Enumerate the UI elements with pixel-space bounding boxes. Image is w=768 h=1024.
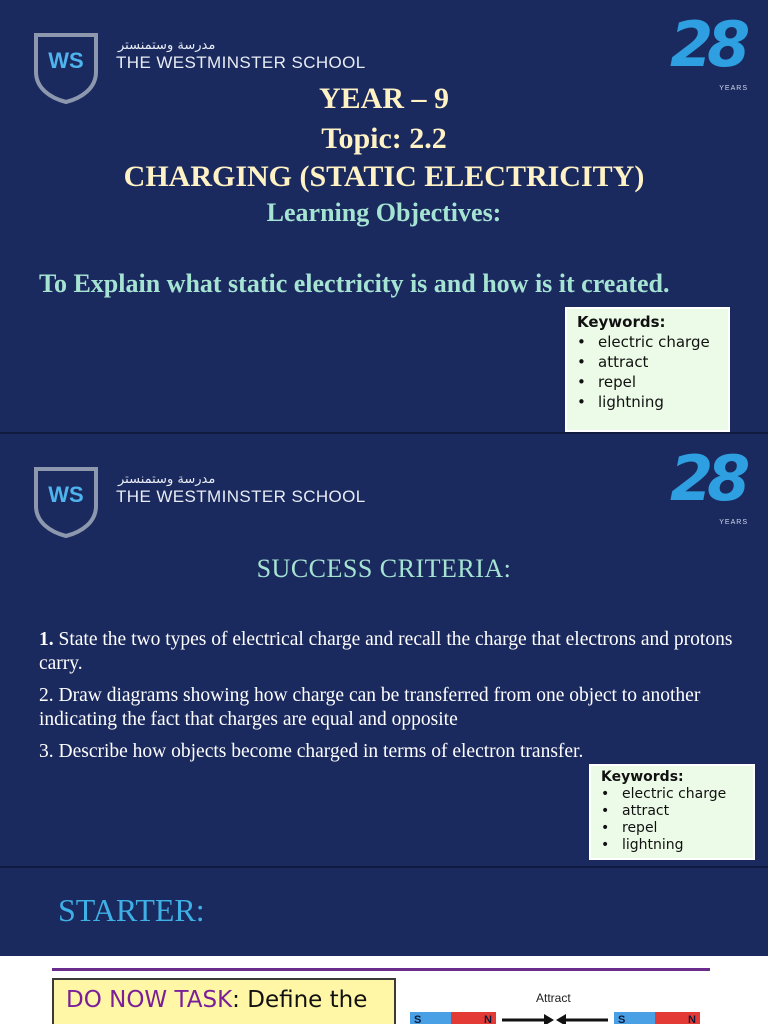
criterion-item xyxy=(39,684,739,732)
anniversary-number: 28 xyxy=(670,442,745,515)
anniversary-label: YEARS xyxy=(719,85,748,92)
do-now-task-box xyxy=(52,978,396,1024)
slide-learning-objectives xyxy=(0,0,768,432)
criterion-text: 2. Draw diagrams showing how charge can be transferred from one object to another indicating the fact that charges are equal and opposite xyxy=(39,685,701,730)
magnet-pole-north: N xyxy=(655,1012,700,1024)
success-criteria-heading: SUCCESS CRITERIA: xyxy=(256,554,512,583)
keyword-item: • attract xyxy=(601,803,745,820)
school-name: THE WESTMINSTER SCHOOL xyxy=(116,487,366,506)
school-name-arabic: مدرسة وستمنستر xyxy=(118,472,216,487)
bar-magnet-left xyxy=(410,1012,496,1024)
keyword-item: • repel xyxy=(577,372,720,392)
attract-arrows-icon xyxy=(500,1012,610,1024)
keywords-list xyxy=(577,332,720,412)
shield-letters: WS xyxy=(48,48,84,73)
criterion-text: State the two types of electrical charge and recall the charge that electrons and protons carry. xyxy=(39,629,733,674)
anniversary-badge xyxy=(670,442,758,528)
keywords-title: Keywords: xyxy=(601,769,684,785)
criterion-number: 1. xyxy=(39,629,54,650)
keyword-item: • repel xyxy=(601,820,745,837)
school-name-arabic: مدرسة وستمنستر xyxy=(118,38,216,53)
learning-objective-text: To Explain what static electricity is and how is it created. xyxy=(39,269,670,298)
magnet-pole-south: S xyxy=(410,1012,451,1024)
anniversary-label: YEARS xyxy=(719,519,748,526)
criterion-item xyxy=(39,628,739,676)
attract-label: Attract xyxy=(536,991,571,1005)
topic-heading: Topic: 2.2 xyxy=(321,122,447,155)
slide-title: CHARGING (STATIC ELECTRICITY) xyxy=(123,160,645,193)
starter-heading: STARTER: xyxy=(58,892,205,928)
magnet-pole-south: S xyxy=(614,1012,655,1024)
school-name: THE WESTMINSTER SCHOOL xyxy=(116,53,366,72)
panel-rule xyxy=(52,968,710,971)
keywords-list xyxy=(601,786,745,854)
success-criteria-list xyxy=(39,628,739,772)
learning-objectives-heading: Learning Objectives: xyxy=(266,198,502,227)
do-now-label: DO NOW TASK xyxy=(66,987,233,1013)
keywords-box xyxy=(565,307,730,432)
criterion-item xyxy=(39,740,739,764)
year-heading: YEAR – 9 xyxy=(318,82,449,115)
keywords-title: Keywords: xyxy=(577,313,666,331)
keyword-item: • lightning xyxy=(577,392,720,412)
criterion-text: 3. Describe how objects become charged in terms of electron transfer. xyxy=(39,741,584,762)
keyword-item: • lightning xyxy=(601,837,745,854)
keywords-box xyxy=(589,764,755,860)
magnet-pole-north: N xyxy=(451,1012,496,1024)
anniversary-number: 28 xyxy=(670,8,745,81)
keyword-item: • electric charge xyxy=(577,332,720,352)
keyword-item: • electric charge xyxy=(601,786,745,803)
shield-letters: WS xyxy=(48,482,84,507)
do-now-text: : Define the xyxy=(232,987,368,1013)
school-shield-logo xyxy=(32,466,100,538)
bar-magnet-right xyxy=(614,1012,700,1024)
keyword-item: • attract xyxy=(577,352,720,372)
